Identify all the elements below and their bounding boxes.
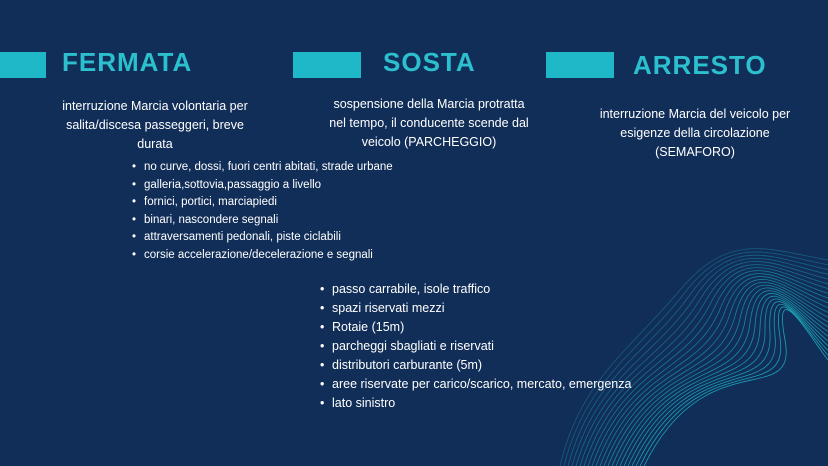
list-item: • Rotaie (15m)	[332, 318, 632, 337]
wave-line	[644, 310, 828, 466]
fermata-heading: FERMATA	[62, 47, 193, 77]
list-item: • binari, nascondere segnali	[144, 212, 393, 230]
list-item: • passo carrabile, isole traffico	[332, 280, 632, 299]
list-item: • spazi riservati mezzi	[332, 299, 632, 318]
list-item: • corsie accelerazione/decelerazione e segnali	[144, 247, 393, 265]
fermata-description-line: durata	[137, 137, 173, 151]
list-item: • parcheggi sbagliati e riservati	[332, 337, 632, 356]
arresto-description-line: esigenze della circolazione	[620, 126, 770, 140]
arresto-description	[578, 105, 812, 162]
sosta-restrictions-list	[318, 280, 632, 413]
arresto-accent-bar	[546, 52, 614, 78]
fermata-restrictions-list	[130, 159, 393, 264]
sosta-accent-bar	[293, 52, 361, 78]
wave-line	[632, 302, 828, 466]
sosta-description	[300, 95, 558, 152]
list-item: • galleria,sottovia,passaggio a livello	[144, 177, 393, 195]
fermata-accent-bar	[0, 52, 46, 78]
list-item: • lato sinistro	[332, 394, 632, 413]
sosta-description-line: veicolo (PARCHEGGIO)	[361, 135, 497, 149]
sosta-heading: SOSTA	[383, 47, 476, 77]
fermata-description-line: interruzione Marcia volontaria per	[62, 99, 248, 113]
list-item: • fornici, portici, marciapiedi	[144, 194, 393, 212]
fermata-description	[30, 97, 280, 154]
list-item: • aree riservate per carico/scarico, mercato, emergenza	[332, 375, 632, 394]
fermata-description-line: salita/discesa passeggeri, breve	[66, 118, 244, 132]
arresto-description-line: interruzione Marcia del veicolo per	[599, 107, 791, 121]
sosta-description-line: sospensione della Marcia protratta	[333, 97, 525, 111]
list-item: • attraversamenti pedonali, piste ciclabili	[144, 229, 393, 247]
list-item: • no curve, dossi, fuori centri abitati, strade urbane	[144, 159, 393, 177]
sosta-description-line: nel tempo, il conducente scende dal	[329, 116, 529, 130]
list-item: • distributori carburante (5m)	[332, 356, 632, 375]
arresto-description-line: (SEMAFORO)	[655, 145, 735, 159]
arresto-heading: ARRESTO	[633, 50, 767, 80]
